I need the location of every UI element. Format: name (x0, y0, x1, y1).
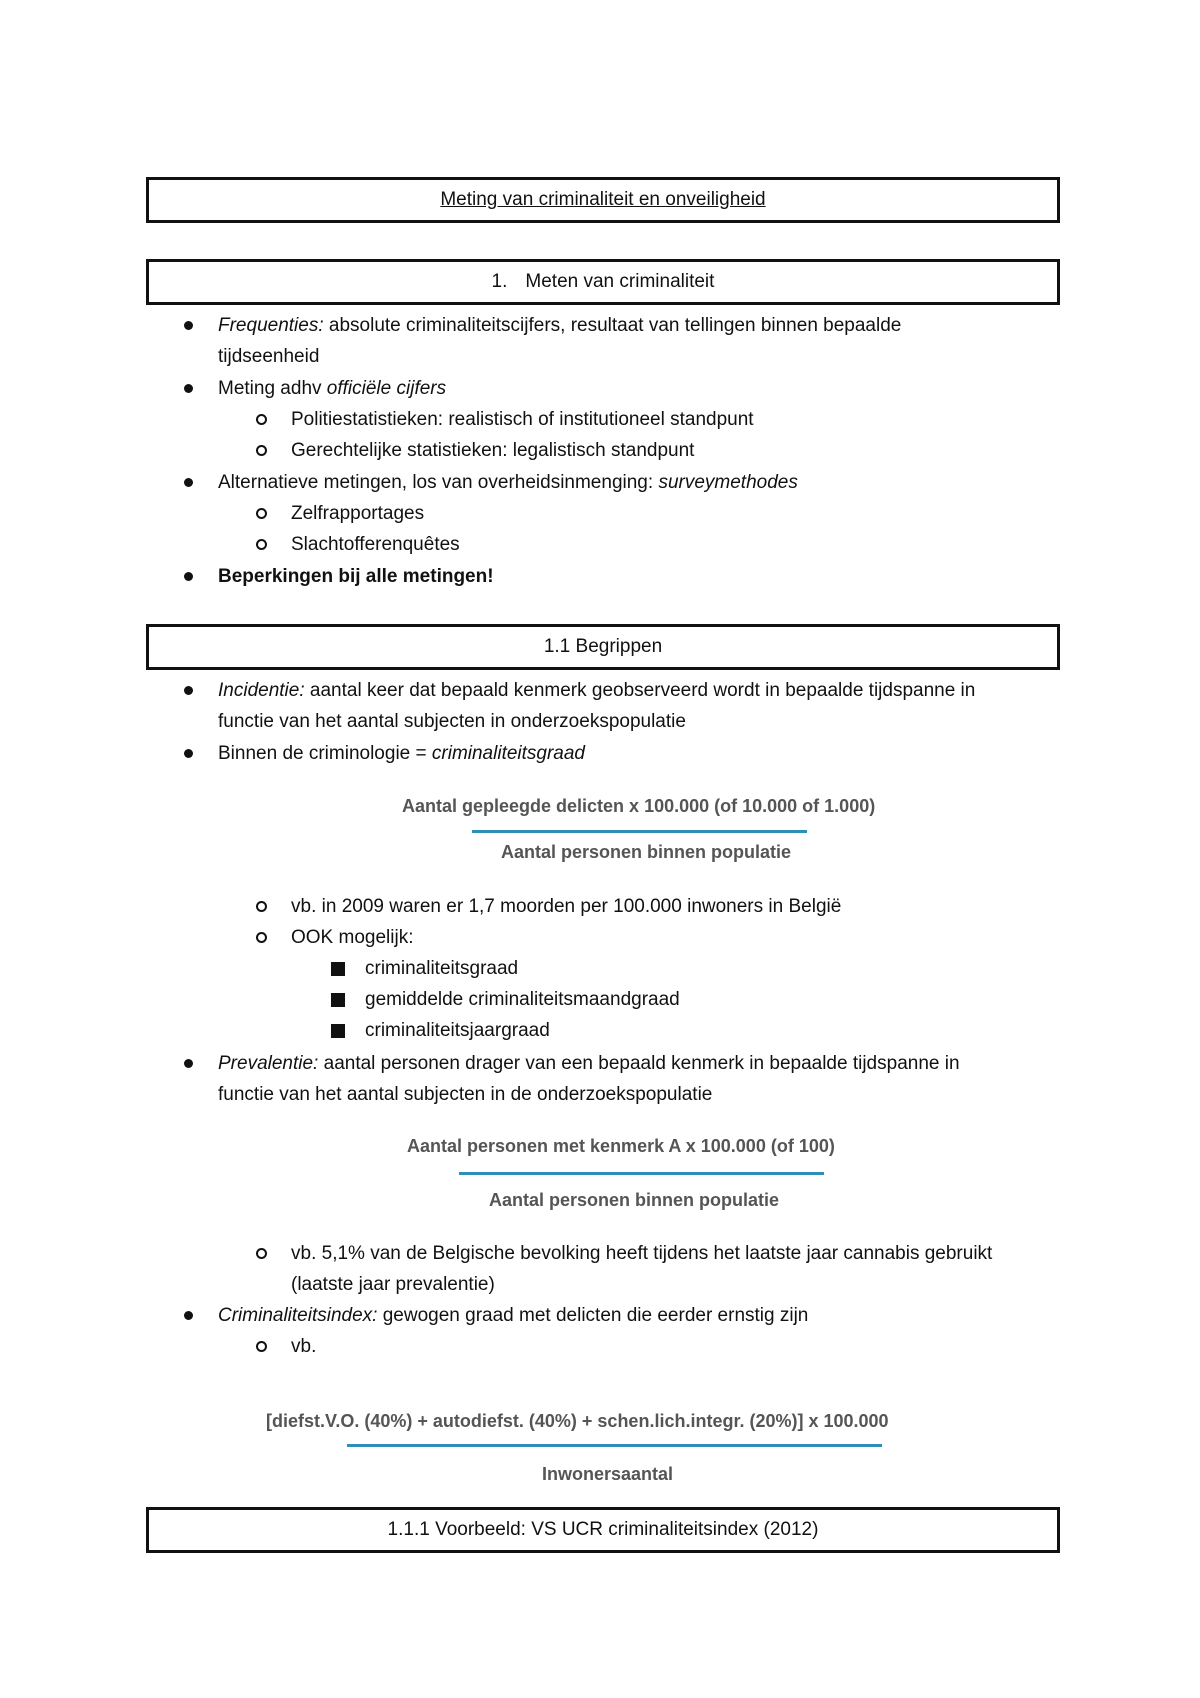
list-item-vb-cannabis: vb. 5,1% van de Belgische bevolking heeft tijdens het laatste jaar cannabis gebruikt (291, 1243, 993, 1264)
list-item-criminologie (218, 738, 585, 769)
bullet-square (331, 1024, 345, 1038)
bullet-dot (184, 321, 193, 330)
list-item-prevalentie-cont: functie van het aantal subjecten in de onderzoekspopulatie (218, 1084, 713, 1105)
bullet-circle (256, 445, 267, 456)
section-1-heading: Meten van criminaliteit (525, 271, 715, 292)
list-item-criminaliteitsgraad: criminaliteitsgraad (365, 958, 519, 979)
bullet-circle (256, 1341, 267, 1352)
text-incidentie: aantal keer dat bepaald kenmerk geobserveerd wordt in bepaalde tijdspanne in (304, 680, 976, 701)
bullet-dot (184, 1059, 193, 1068)
text-alternatieve: Alternatieve metingen, los van overheidsinmenging: (218, 472, 659, 493)
section-1-number: 1. (491, 271, 508, 292)
list-item-slachtoffer: Slachtofferenquêtes (291, 534, 460, 555)
term-prevalentie: Prevalentie: (218, 1053, 319, 1074)
term-criminaliteitsindex: Criminaliteitsindex: (218, 1305, 378, 1326)
formula-3-denominator: Inwonersaantal (542, 1464, 674, 1484)
term-criminaliteitsgraad: criminaliteitsgraad (431, 743, 586, 764)
list-item-incidentie (218, 675, 975, 706)
bullet-circle (256, 901, 267, 912)
term-frequenties: Frequenties: (218, 315, 324, 336)
list-item-vb-moorden: vb. in 2009 waren er 1,7 moorden per 100.000 inwoners in België (291, 896, 842, 917)
text-meting: Meting adhv (218, 378, 327, 399)
document-title-box (146, 177, 1060, 223)
list-item-vb: vb. (291, 1336, 317, 1357)
list-item-politie: Politiestatistieken: realistisch of institutioneel standpunt (291, 409, 754, 430)
bullet-dot (184, 686, 193, 695)
list-item-maandgraad: gemiddelde criminaliteitsmaandgraad (365, 989, 680, 1010)
text-criminologie: Binnen de criminologie = (218, 743, 432, 764)
bullet-dot (184, 572, 193, 581)
list-item-alternatieve (218, 467, 798, 498)
section-1-heading-box (146, 259, 1060, 305)
term-officiele-cijfers: officiële cijfers (326, 378, 447, 399)
section-1-1-heading: 1.1 Begrippen (543, 636, 663, 657)
list-item-jaargraad: criminaliteitsjaargraad (365, 1020, 550, 1041)
formula-2-fraction-bar (459, 1172, 824, 1175)
formula-1-numerator: Aantal gepleegde delicten x 100.000 (of 10.000 of 1.000) (402, 796, 876, 816)
list-item-frequenties (218, 310, 901, 341)
section-1-1-1-heading: 1.1.1 Voorbeeld: VS UCR criminaliteitsindex (2012) (387, 1519, 819, 1540)
list-item-beperkingen (218, 561, 494, 592)
formula-3-fraction-bar (347, 1444, 882, 1447)
section-1-1-heading-box (146, 624, 1060, 670)
list-item-zelfrapportages: Zelfrapportages (291, 503, 425, 524)
list-item-meting (218, 373, 446, 404)
document-title: Meting van criminaliteit en onveiligheid (440, 189, 766, 210)
list-item-ook-mogelijk: OOK mogelijk: (291, 927, 414, 948)
formula-1-fraction-bar (472, 830, 807, 833)
bullet-circle (256, 414, 267, 425)
bullet-circle (256, 508, 267, 519)
text-prevalentie: aantal personen drager van een bepaald kenmerk in bepaalde tijdspanne in (318, 1053, 960, 1074)
term-surveymethodes: surveymethodes (658, 472, 798, 493)
formula-2-denominator: Aantal personen binnen populatie (489, 1190, 780, 1210)
bullet-circle (256, 539, 267, 550)
bullet-dot (184, 1311, 193, 1320)
bullet-square (331, 962, 345, 976)
list-item-frequenties-cont: tijdseenheid (218, 346, 320, 367)
section-1-1-1-heading-box (146, 1507, 1060, 1553)
formula-1-denominator: Aantal personen binnen populatie (501, 842, 792, 862)
term-incidentie: Incidentie: (218, 680, 305, 701)
text-beperkingen: Beperkingen bij alle metingen! (218, 566, 494, 587)
text-frequenties: absolute criminaliteitscijfers, resultaat van tellingen binnen bepaalde (323, 315, 902, 336)
text-criminaliteitsindex: gewogen graad met delicten die eerder ernstig zijn (377, 1305, 809, 1326)
list-item-incidentie-cont: functie van het aantal subjecten in onderzoekspopulatie (218, 711, 686, 732)
formula-2-numerator: Aantal personen met kenmerk A x 100.000 (of 100) (407, 1136, 835, 1156)
bullet-square (331, 993, 345, 1007)
bullet-circle (256, 1248, 267, 1259)
list-item-gerecht: Gerechtelijke statistieken: legalistisch standpunt (291, 440, 695, 461)
formula-3-numerator: [diefst.V.O. (40%) + autodiefst. (40%) + schen.lich.integr. (20%)] x 100.000 (266, 1411, 889, 1431)
list-item-criminaliteitsindex (218, 1300, 808, 1331)
list-item-vb-cannabis-cont: (laatste jaar prevalentie) (291, 1274, 495, 1295)
list-item-prevalentie (218, 1048, 960, 1079)
bullet-circle (256, 932, 267, 943)
bullet-dot (184, 384, 193, 393)
bullet-dot (184, 478, 193, 487)
bullet-dot (184, 749, 193, 758)
